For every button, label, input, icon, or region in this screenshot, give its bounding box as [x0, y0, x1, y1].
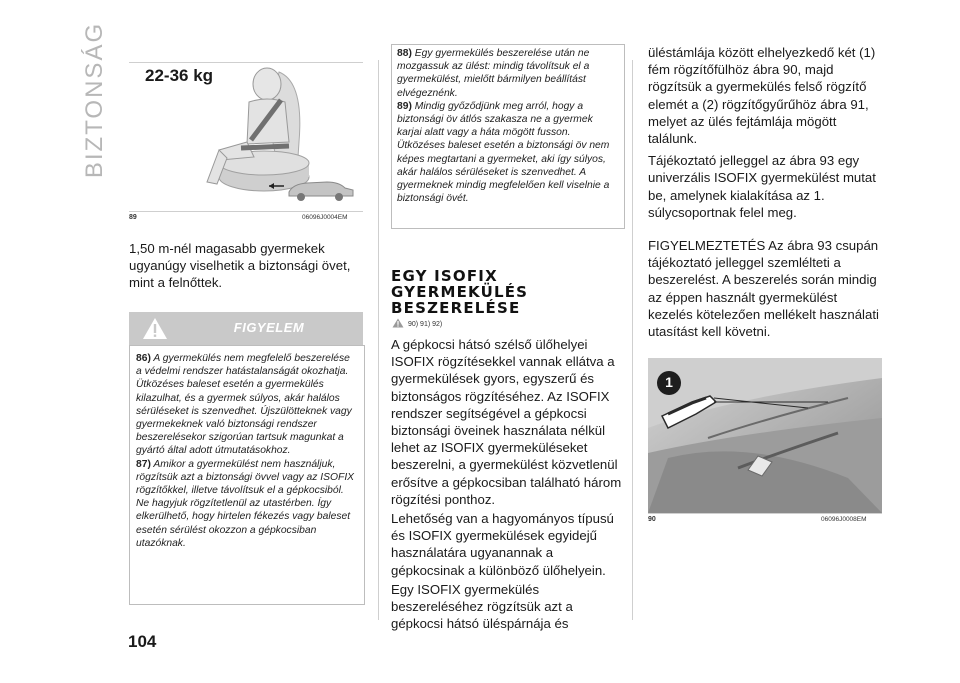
weight-group-label: 22-36 kg [145, 66, 214, 85]
paragraph-isofix-intro: A gépkocsi hátsó szélső ülőhelyei ISOFIX rögzítésekkel vannak ellátva a gyermekülések gyors, egyszerű és biztonságos rögzítéséhez. Az ISOFIX rendszer segítségével a gépkocsi biztonsági öveinek használata nélkül lehet az ISOFIX gyermeküléseket beszerelni, a gyermekülést közvetlenül erősítve a gépkocsiban található három rögzítési ponthoz. [391, 337, 622, 507]
figure-bottom-rule [648, 513, 882, 514]
figure-89-code: 06096J0004EM [302, 214, 348, 221]
figure-90-isofix-anchor-illustration [648, 358, 882, 513]
page-number: 104 [128, 632, 157, 651]
note-89 [397, 100, 619, 206]
note-86-text: A gyermekülés nem megfelelő beszerelése a védelmi rendszer hatástalanságát okozhatja. Ütközéses baleset esetén a gyermekülés kilazulhat, és a gyermek súlyos, akár halálos sérüléseket is szenvedhet. Újszülötteknek vagy gyermekeknek való biztonsági rendszer beszerelésekor szigorúan tartsuk magunkat a gyártó által adott útmutatásokhoz. [136, 353, 352, 457]
paragraph-isofix-install: Egy ISOFIX gyermekülés beszereléséhez rögzítsük azt a gépkocsi hátsó üléspárnája és [391, 581, 573, 632]
note-86-number: 86) [136, 353, 151, 364]
section-heading [391, 268, 621, 316]
column-divider [632, 60, 633, 620]
callout-number: 1 [665, 374, 673, 390]
paragraph-universal-seat: Tájékoztató jelleggel az ábra 93 egy univerzális ISOFIX gyermekülést mutat be, amelynek kialakítása az 1. súlycsoportnak felel meg. [648, 153, 876, 220]
warning-title: FIGYELEM [233, 320, 305, 335]
note-87 [136, 458, 358, 550]
figure-89-number: 89 [129, 214, 137, 221]
paragraph-text: 1,50 m-nél magasabb gyermekek ugyanúgy viselhetik a biztonsági övet, mint a felnőttek. [129, 241, 351, 291]
note-89-text: Mindig győződjünk meg arról, hogy a biztonsági öv átlós szakasza ne a gyermek karjai alatt vagy a háta mögött fusson. Ütközéses baleset esetén a biztonsági öv nem képes megtartani a gyermeket, aki így súlyos, akár halálos sérüléseket is szenvedhet. A gyermeknek mindig megfelelően kell viselnie a biztonsági övét. [397, 100, 610, 205]
paragraph-warning: FIGYELMEZTETÉS Az ábra 93 csupán tájékoztató jelleggel szemlélteti a beszerelést. A beszerelés során mindig az éppen használt gyermekülést kezelés kötelezően mellékelt használati utasítást kell követni. [648, 238, 879, 340]
isofix-text [391, 336, 625, 632]
note-87-number: 87) [136, 458, 151, 470]
heading-line: BESZERELÉSE [391, 299, 521, 317]
figure-90-number: 90 [648, 516, 656, 523]
figure-90-code: 06096J0008EM [821, 516, 867, 523]
section-title-vertical [72, 22, 112, 192]
warning-notes [136, 352, 358, 550]
note-86 [136, 352, 358, 458]
warning-triangle-icon [392, 318, 404, 328]
isofix-text-continued [648, 44, 882, 340]
note-89-number: 89) [397, 100, 412, 112]
paragraph-isofix-combined: Lehetőség van a hagyományos típusú és ISOFIX gyermekülések egyidejű használatára ugyanannak a gépkocsinak a különböző ülőhelyein. [391, 511, 614, 578]
note-88-number: 88) [397, 48, 412, 59]
notes-continued [397, 47, 619, 205]
section-title-text: BIZTONSÁG [81, 21, 108, 179]
paragraph-adult-belt [129, 240, 365, 292]
heading-line: EGY ISOFIX [391, 267, 498, 285]
figure-bottom-rule [129, 211, 363, 212]
column-divider [378, 60, 379, 620]
paragraph-anchors: üléstámlája között elhelyezkedő két (1) fém rögzítőfülhöz ábra 90, majd rögzítsük a gyermekülés felső rögzítő elemét a (2) rögzítőgyűrűhöz ábra 91, melyet az ülés fejtámlája mögött találunk. [648, 45, 876, 147]
note-88-text: Egy gyermekülés beszerelése után ne mozgassuk az ülést: mindig távolítsuk el a gyermekülést, mielőtt bármilyen beállítást elvégeznénk. [397, 48, 590, 99]
warning-references: 90) 91) 92) [408, 321, 443, 328]
note-88 [397, 47, 619, 100]
warning-header [129, 312, 363, 345]
note-87-text: Amikor a gyermekülést nem használjuk, rögzítsük azt a biztonsági övvel vagy az ISOFIX rögzítőkkel, illetve távolítsuk el a gépkocsiból. Ne hagyjuk rögzítetlenül az utastérben. Így elkerülhető, hogy hirtelen fékezés vagy baleset esetén sérülést okozzon a gépkocsiban utazóknak. [136, 458, 355, 549]
heading-line: GYERMEKÜLÉS [391, 283, 529, 301]
